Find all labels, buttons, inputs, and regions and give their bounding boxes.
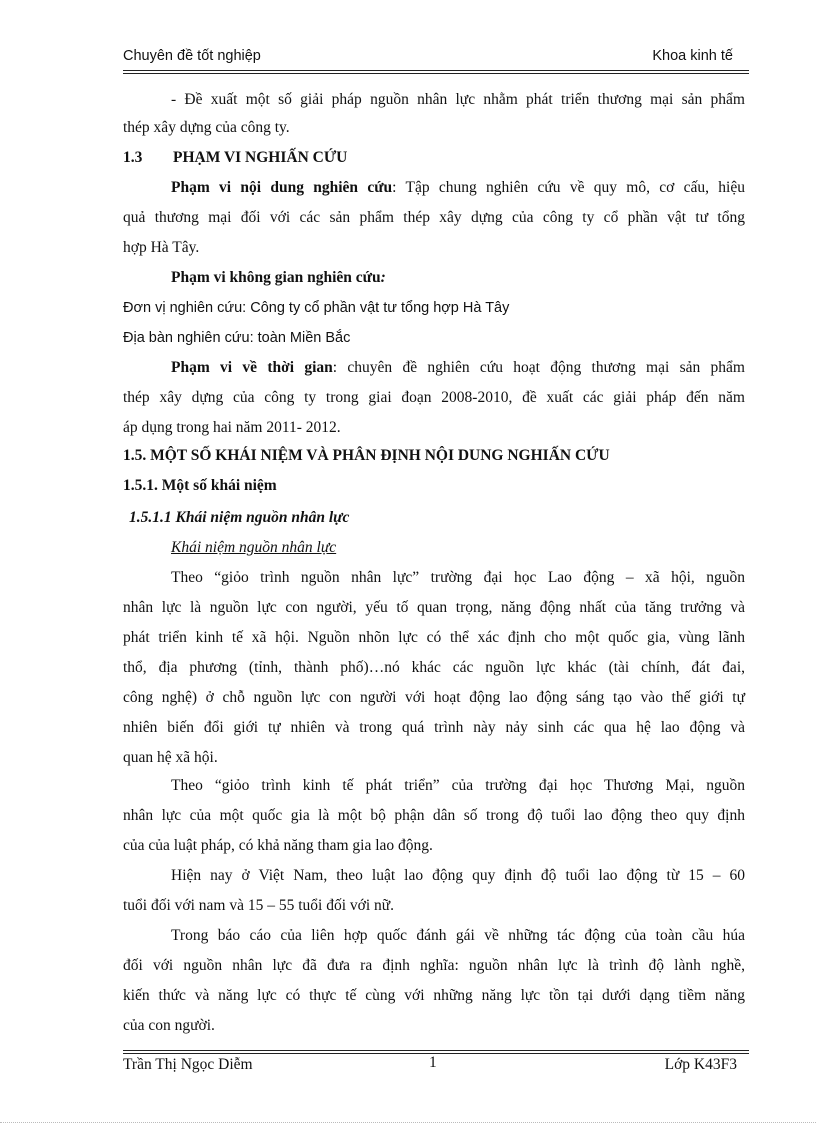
page-header [123, 48, 745, 70]
text-line: kiến thức và năng lực có thực tế cùng với những năng lực tồn tại dưới dạng tiềm năng [123, 987, 745, 1004]
text-line: công nghệ) ở chỗ nguồn lực con người với hoạt động lao động sáng tạo vào thế giới tự [123, 689, 745, 706]
footer-author: Trần Thị Ngọc Diễm [123, 1056, 253, 1073]
scope-content-text: : Tập chung nghiên cứu về quy mô, cơ cấu, hiệu [392, 179, 745, 196]
text-line: Phạm vi không gian nghiên cứu: [171, 269, 386, 286]
text-line: Theo “giỏo trình nguồn nhân lực” trường đại học Lao động – xã hội, nguồn [171, 569, 745, 586]
scope-space-label: Phạm vi không gian nghiên cứu [171, 269, 381, 286]
footer-class: Lớp K43F3 [664, 1056, 737, 1073]
text-line: thép xây dựng của công ty. [123, 119, 290, 136]
text-line: nhân lực của một quốc gia là một bộ phận dân số trong độ tuổi lao động theo quy định [123, 807, 745, 824]
text-line: quan hệ xã hội. [123, 749, 218, 766]
heading-1-5: 1.5. MỘT SỐ KHÁI NIỆM VÀ PHÂN ĐỊNH NỘI DUNG NGHIẤN CỨU [123, 447, 610, 464]
text-line [171, 358, 745, 378]
text-line: nhân lực là nguồn lực con người, yếu tố quan trọng, năng động nhất của tăng trưởng và [123, 599, 745, 616]
text-line: đối với nguồn nhân lực đã đưa ra định nghĩa: nguồn nhân lực là trình độ lành nghề, [123, 957, 745, 974]
heading-1-5-1: 1.5.1. Một số khái niệm [123, 477, 277, 494]
header-right: Khoa kinh tế [652, 48, 733, 64]
text-line: thép xây dựng của công ty trong giai đoạn 2008-2010, đề xuất các giải pháp đến năm [123, 389, 745, 406]
scope-content-label: Phạm vi nội dung nghiên cứu [171, 179, 393, 196]
text-line: Hiện nay ở Việt Nam, theo luật lao động quy định độ tuổi lao động từ 15 – 60 [171, 867, 745, 884]
header-left: Chuyên đề tốt nghiệp [123, 48, 261, 64]
section-title: PHẠM VI NGHIẤN CỨU [173, 149, 348, 166]
text-line: của con người. [123, 1017, 215, 1034]
page-footer [123, 1056, 749, 1078]
text-line: Trong báo cáo của liên hợp quốc đánh gái về những tác động của toàn cầu húa [171, 927, 745, 944]
scope-time-text: : chuyên đề nghiên cứu hoạt động thương mại sản phẩm [332, 359, 745, 376]
text-line: của của luật pháp, có khả năng tham gia lao động. [123, 837, 433, 854]
text-line: nhiên biến đổi giới tự nhiên và trong quá trình này nảy sinh các qua hệ lao động và [123, 719, 745, 736]
text-line: tuổi đối với nam và 15 – 55 tuổi đối với nữ. [123, 897, 395, 914]
scope-time-label: Phạm vi về thời gian [171, 359, 333, 376]
page-number: 1 [429, 1054, 437, 1071]
heading-1-5-1-1: 1.5.1.1 Khái niệm nguồn nhân lực [129, 509, 350, 526]
text-line: quả thương mại đối với các sản phẩm thép xây dựng của công ty cổ phần vật tư tổng [123, 209, 745, 226]
text-line: Đơn vị nghiên cứu: Công ty cổ phần vật tư tổng hợp Hà Tây [123, 300, 510, 316]
text-line: phát triển kinh tế xã hội. Nguồn nhõn lực có thể xác định cho một quốc gia, vùng lãnh [123, 629, 745, 646]
text-line: - Đề xuất một số giải pháp nguồn nhân lực nhằm phát triển thương mại sản phẩm [171, 91, 745, 108]
text-line: Theo “giỏo trình kinh tế phát triển” của trường đại học Thương Mại, nguồn [171, 777, 745, 794]
text-line: thổ, địa phương (tỉnh, thành phố)…nó khác các nguồn lực khác (tài chính, đát đai, [123, 659, 745, 676]
text-line: hợp Hà Tây. [123, 239, 200, 256]
section-heading [123, 148, 745, 168]
header-rule [123, 70, 749, 74]
subsection-title: Khái niệm nguồn nhân lực [171, 539, 337, 556]
text-line [171, 178, 745, 198]
text-line: Địa bàn nghiên cứu: toàn Miền Bắc [123, 330, 351, 346]
section-number: 1.3 [123, 149, 143, 166]
text-line: áp dụng trong hai năm 2011- 2012. [123, 419, 341, 436]
